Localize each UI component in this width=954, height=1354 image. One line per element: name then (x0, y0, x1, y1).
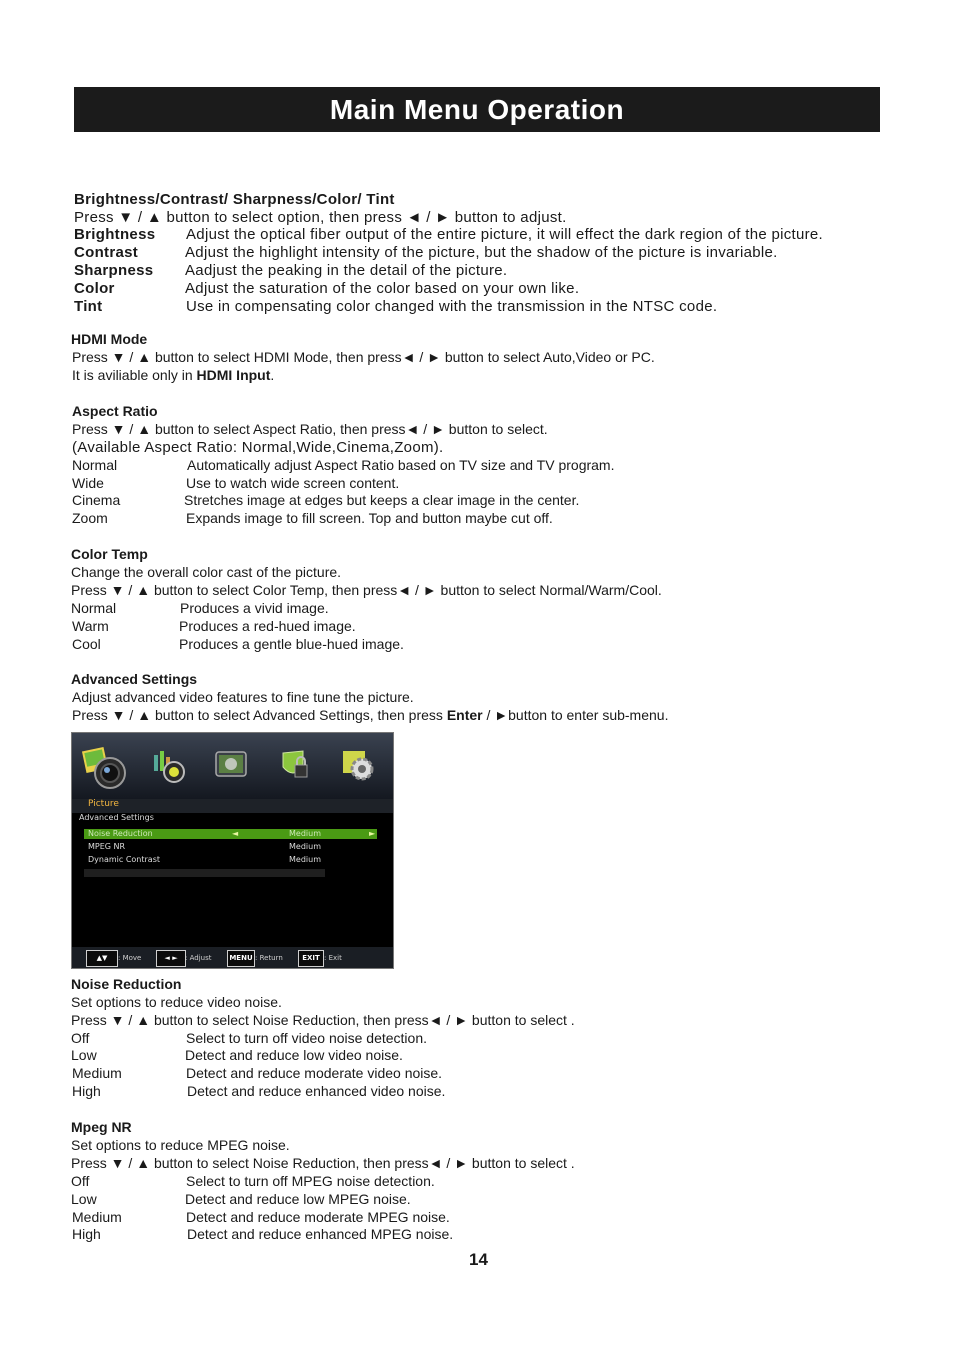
tv-title-band (72, 799, 393, 813)
noise-term-medium: Medium (72, 1065, 122, 1081)
mpeg-term-off: Off (71, 1173, 90, 1189)
desc-brightness: Adjust the optical fiber output of the entire picture, it will effect the dark region of the picture. (186, 226, 824, 243)
hdmi-note (72, 367, 274, 383)
aspect-desc-zoom: Expands image to fill screen. Top and button maybe cut off. (186, 510, 553, 526)
tv-row-value: Medium (289, 855, 321, 864)
tv-adjust-hint: : Adjust (185, 954, 212, 962)
aspect-desc-cinema: Stretches image at edges but keeps a clear image in the center. (184, 492, 580, 508)
move-key-icon: ▲▼ (86, 950, 118, 967)
adjust-key-icon: ◄ ► (156, 950, 186, 967)
hdmi-note-suffix: . (270, 367, 275, 383)
advanced-instruction-suffix: / ►button to enter sub-menu. (482, 707, 669, 723)
aspect-desc-normal: Automatically adjust Aspect Ratio based on TV size and TV program. (187, 457, 615, 473)
tv-row-label[interactable]: Noise Reduction (88, 829, 153, 838)
advanced-instruction (72, 707, 668, 723)
advanced-intro: Adjust advanced video features to fine tune the picture. (72, 689, 414, 705)
setup-icon (340, 747, 376, 785)
noise-term-high: High (72, 1083, 101, 1099)
colortemp-desc-warm: Produces a red-hued image. (179, 618, 356, 634)
noise-term-low: Low (71, 1047, 97, 1063)
tv-row-label[interactable]: Dynamic Contrast (88, 855, 161, 864)
aspect-desc-wide: Use to watch wide screen content. (186, 475, 400, 491)
desc-contrast: Adjust the highlight intensity of the picture, but the shadow of the picture is invariable. (185, 244, 778, 261)
tv-empty-row (84, 869, 325, 877)
tv-menu-title: Picture (88, 799, 119, 809)
mpeg-desc-off: Select to turn off MPEG noise detection. (186, 1173, 435, 1189)
mpeg-term-low: Low (71, 1191, 97, 1207)
tv-row-value: Medium (289, 842, 321, 851)
mpeg-desc-low: Detect and reduce low MPEG noise. (185, 1191, 411, 1207)
desc-tint: Use in compensating color changed with the transmission in the NTSC code. (186, 298, 718, 315)
advanced-instruction-prefix: Press ▼ / ▲ button to select Advanced Settings, then press (72, 707, 447, 723)
hdmi-note-bold: HDMI Input (196, 367, 271, 383)
hdmi-heading: HDMI Mode (71, 331, 148, 347)
mpeg-term-high: High (72, 1226, 101, 1242)
noise-desc-off: Select to turn off video noise detection. (186, 1030, 428, 1046)
noise-term-off: Off (71, 1030, 90, 1046)
mpeg-intro: Set options to reduce MPEG noise. (71, 1137, 290, 1153)
channel-icon (214, 749, 250, 783)
term-color: Color (74, 280, 115, 297)
colortemp-instruction: Press ▼ / ▲ button to select Color Temp, then press◄ / ► button to select Normal/Warm/Cool. (71, 582, 662, 598)
sound-icon (152, 747, 188, 785)
noise-heading: Noise Reduction (71, 976, 182, 992)
title-bar (74, 87, 880, 132)
aspect-available: (Available Aspect Ratio: Normal,Wide,Cinema,Zoom). (72, 439, 444, 456)
colortemp-term-normal: Normal (71, 600, 117, 616)
aspect-term-cinema: Cinema (72, 492, 121, 508)
noise-desc-low: Detect and reduce low video noise. (185, 1047, 403, 1063)
mpeg-desc-medium: Detect and reduce moderate MPEG noise. (186, 1209, 450, 1225)
noise-desc-medium: Detect and reduce moderate video noise. (186, 1065, 443, 1081)
hdmi-instruction: Press ▼ / ▲ button to select HDMI Mode, then press◄ / ► button to select Auto,Video or PC. (72, 349, 655, 365)
tv-row-label[interactable]: MPEG NR (88, 842, 126, 851)
page-number: 14 (469, 1250, 488, 1269)
brightness-instruction: Press ▼ / ▲ button to select option, then press ◄ / ► button to adjust. (74, 209, 567, 226)
tv-submenu-title: Advanced Settings (79, 813, 154, 822)
colortemp-term-cool: Cool (72, 636, 101, 652)
aspect-term-zoom: Zoom (72, 510, 108, 526)
colortemp-term-warm: Warm (72, 618, 109, 634)
tv-footer (72, 947, 393, 968)
page-title: Main Menu Operation (329, 94, 625, 125)
tv-row-value: Medium (289, 829, 321, 838)
lock-icon (277, 747, 311, 785)
aspect-instruction: Press ▼ / ▲ button to select Aspect Ratio, then press◄ / ► button to select. (72, 421, 548, 437)
hdmi-note-prefix: It is aviliable only in (72, 367, 197, 383)
noise-instruction: Press ▼ / ▲ button to select Noise Reduction, then press◄ / ► button to select . (71, 1012, 575, 1028)
mpeg-heading: Mpeg NR (71, 1119, 132, 1135)
advanced-instruction-enter: Enter (446, 707, 483, 723)
noise-desc-high: Detect and reduce enhanced video noise. (187, 1083, 446, 1099)
term-contrast: Contrast (74, 244, 139, 261)
term-tint: Tint (74, 298, 103, 315)
brightness-heading: Brightness/Contrast/ Sharpness/Color/ Tint (74, 191, 395, 208)
menu-key: MENU (227, 950, 255, 967)
tv-right-arrow[interactable]: ► (369, 829, 376, 838)
tv-icon-bar (72, 733, 393, 799)
exit-key: EXIT (298, 950, 324, 967)
mpeg-desc-high: Detect and reduce enhanced MPEG noise. (187, 1226, 454, 1242)
colortemp-desc-cool: Produces a gentle blue-hued image. (179, 636, 404, 652)
noise-intro: Set options to reduce video noise. (71, 994, 282, 1010)
term-sharpness: Sharpness (74, 262, 154, 279)
colortemp-desc-normal: Produces a vivid image. (180, 600, 329, 616)
term-brightness: Brightness (74, 226, 156, 243)
advanced-heading: Advanced Settings (71, 671, 198, 687)
aspect-term-normal: Normal (72, 457, 118, 473)
aspect-term-wide: Wide (72, 475, 104, 491)
tv-left-arrow[interactable]: ◄ (232, 829, 239, 838)
tv-move-hint: : Move (118, 954, 142, 962)
tv-return-hint: : Return (255, 954, 283, 962)
colortemp-intro: Change the overall color cast of the picture. (71, 564, 342, 580)
colortemp-heading: Color Temp (71, 546, 148, 562)
tv-exit-hint: : Exit (324, 954, 342, 962)
mpeg-term-medium: Medium (72, 1209, 122, 1225)
desc-sharpness: Aadjust the peaking in the detail of the picture. (185, 262, 508, 279)
tv-menu-screenshot (71, 732, 394, 969)
aspect-heading: Aspect Ratio (72, 403, 158, 419)
mpeg-instruction: Press ▼ / ▲ button to select Noise Reduction, then press◄ / ► button to select . (71, 1155, 575, 1171)
picture-icon (80, 743, 130, 791)
desc-color: Adjust the saturation of the color based on your own like. (185, 280, 580, 297)
